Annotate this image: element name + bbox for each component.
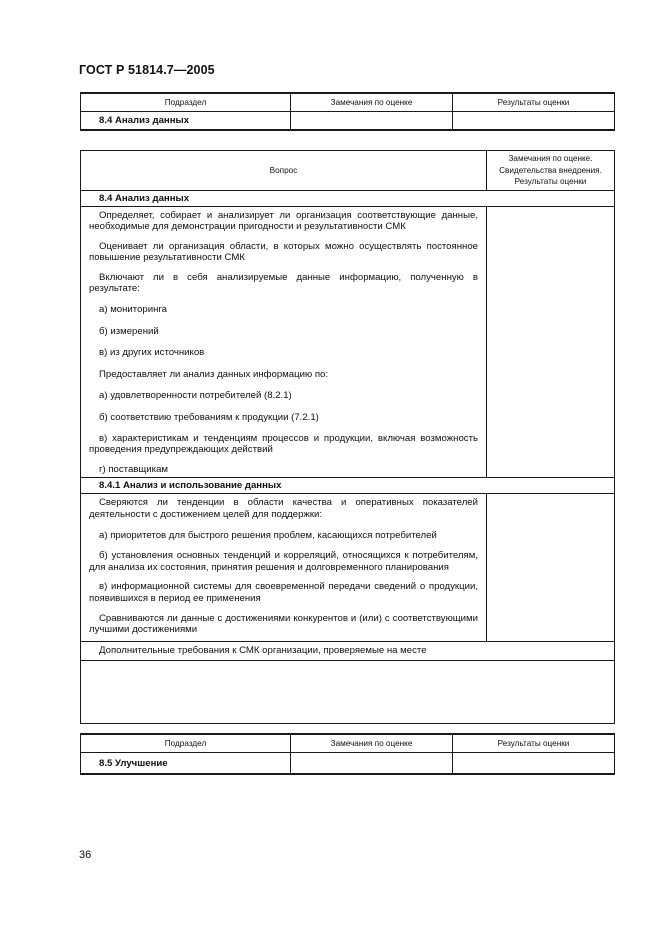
question-item: а) приоритетов для быстрого решения проблем, касающихся потребителей [99, 529, 437, 541]
question-table-header-row [81, 151, 615, 191]
column-header-remarks: Замечания по оценке [291, 93, 453, 112]
remarks-cell [291, 112, 453, 131]
question-item: в) информационной системы для своевременной передачи сведений о продукции, появившихся в период ее применения [89, 581, 478, 604]
bottom-summary-table [80, 733, 615, 775]
column-header-subsection: Подраздел [81, 734, 291, 753]
question-column-header: Вопрос [81, 151, 487, 191]
question-item: а) мониторинга [99, 304, 168, 316]
top-table-row [81, 112, 615, 131]
additional-requirements-row [81, 641, 615, 660]
column-header-remarks: Замечания по оценке [291, 734, 453, 753]
remarks-header-line: Замечания по оценке. [508, 154, 593, 163]
question-item: б) измерений [99, 325, 159, 337]
results-cell [453, 112, 615, 131]
column-header-results: Результаты оценки [453, 734, 615, 753]
subsection-code: 8.5 Улучшение [81, 753, 291, 775]
bottom-table-header-row [81, 734, 615, 753]
additional-requirements-blank-row [81, 660, 615, 723]
remarks-header-line: Свидетельства внедрения. [499, 165, 602, 175]
section-title: 8.4 Анализ данных [81, 190, 615, 206]
question-item: Оценивает ли организация области, в которых можно осуществлять постоянное повышение результативности СМК [89, 240, 478, 264]
question-item: в) характеристикам и тенденциям процессов и продукции, включая возможность проведения предупреждающих действий [89, 432, 478, 456]
answer-cell [487, 494, 615, 641]
section-row [81, 478, 615, 494]
section-row [81, 190, 615, 206]
remarks-column-header [487, 151, 615, 191]
question-group-row [81, 494, 615, 641]
question-item: б) соответствию требованиям к продукции (7.2.1) [99, 412, 319, 424]
question-item: Включают ли в себя анализируемые данные информацию, полученную в результате: [89, 271, 478, 295]
question-item: Сверяются ли тенденции в области качества и оперативных показателей деятельности с достижением целей для поддержки: [89, 497, 478, 520]
question-list [81, 494, 487, 641]
answer-cell [487, 206, 615, 478]
question-item: Определяет, собирает и анализирует ли организация соответствующие данные, необходимые для демонстрации пригодности и результативности СМК [89, 209, 478, 233]
column-header-results: Результаты оценки [453, 93, 615, 112]
remarks-header-line: Результаты оценки [514, 177, 587, 186]
question-item: Предоставляет ли анализ данных информацию по: [99, 368, 329, 380]
question-item: Сравниваются ли данные с достижениями конкурентов и (или) с соответствующими лучшими достижениями [89, 612, 478, 636]
bottom-table-row [81, 753, 615, 775]
question-item: б) установления основных тенденций и корреляций, относящихся к потребителям, для анализа их состояния, принятия решения и долговременного планирования [89, 550, 478, 573]
additional-requirements-area [81, 660, 615, 723]
question-item: а) удовлетворенности потребителей (8.2.1) [99, 390, 292, 402]
question-item: г) поставщикам [99, 463, 168, 475]
additional-requirements-label: Дополнительные требования к СМК организации, проверяемые на месте [81, 641, 615, 660]
page-number: 36 [79, 849, 92, 861]
question-table [80, 150, 615, 724]
document-header: ГОСТ Р 51814.7—2005 [79, 63, 215, 77]
section-title: 8.4.1 Анализ и использование данных [81, 478, 615, 494]
remarks-cell [291, 753, 453, 775]
results-cell [453, 753, 615, 775]
top-summary-table [80, 92, 615, 131]
column-header-subsection: Подраздел [81, 93, 291, 112]
question-group-row [81, 206, 615, 478]
top-table-header-row [81, 93, 615, 112]
subsection-code: 8.4 Анализ данных [81, 112, 291, 131]
question-item: в) из других источников [99, 347, 205, 359]
question-list [81, 206, 487, 478]
